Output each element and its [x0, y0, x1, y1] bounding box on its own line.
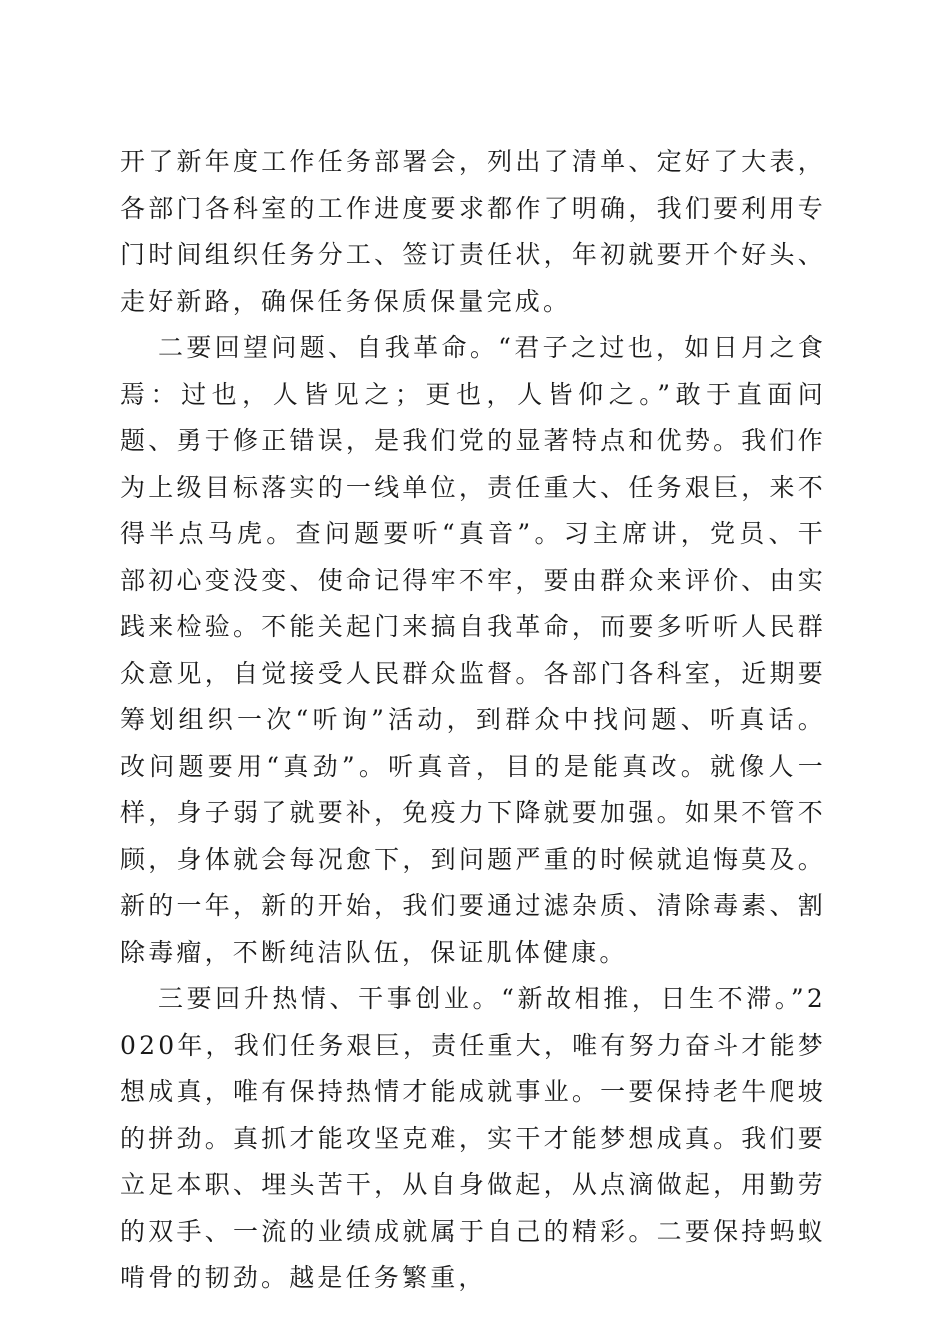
- paragraph-3: 三要回升热情、干事创业。“新故相推，日生不滞。”2020年，我们任务艰巨，责任重大，唯有努力奋斗才能梦想成真，唯有保持热情才能成就事业。一要保持老牛爬坡的拼劲。真抓才能攻坚克难，实干才能梦想成真。我们要立足本职、埋头苦干，从自身做起，从点滴做起，用勤劳的双手、一流的业绩成就属于自己的精彩。二要保持蚂蚁啃骨的韧劲。越是任务繁重，: [120, 984, 826, 1292]
- paragraph-1: 开了新年度工作任务部署会，列出了清单、定好了大表，各部门各科室的工作进度要求都作了明确，我们要利用专门时间组织任务分工、签订责任状，年初就要开个好头、走好新路，确保任务保质保量完成。: [120, 147, 826, 316]
- paragraph-2: 二要回望问题、自我革命。“君子之过也，如日月之食焉：过也，人皆见之；更也，人皆仰之。”敢于直面问题、勇于修正错误，是我们党的显著特点和优势。我们作为上级目标落实的一线单位，责任重大、任务艰巨，来不得半点马虎。查问题要听“真音”。习主席讲，党员、干部初心变没变、使命记得牢不牢，要由群众来评价、由实践来检验。不能关起门来搞自我革命，而要多听听人民群众意见，自觉接受人民群众监督。各部门各科室，近期要筹划组织一次“听询”活动，到群众中找问题、听真话。改问题要用“真劲”。听真音，目的是能真改。就像人一样，身子弱了就要补，免疫力下降就要加强。如果不管不顾，身体就会每况愈下，到问题严重的时候就追悔莫及。新的一年，新的开始，我们要通过滤杂质、清除毒素、割除毒瘤，不断纯洁队伍，保证肌体健康。: [120, 333, 826, 967]
- document-body: [120, 139, 826, 1302]
